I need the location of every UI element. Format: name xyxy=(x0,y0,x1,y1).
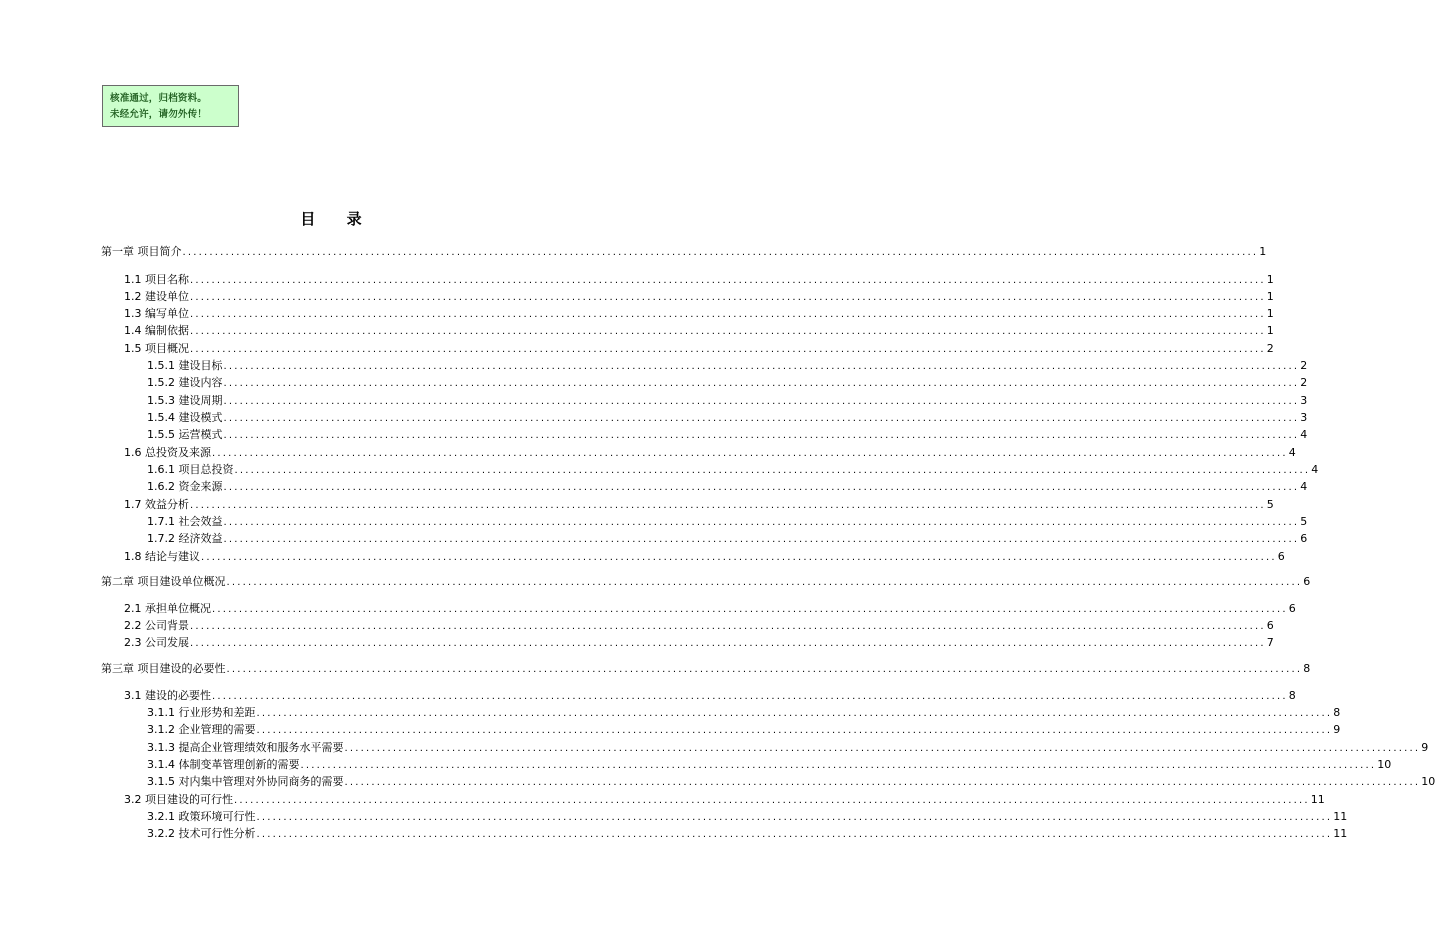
toc-entry-page: 5 xyxy=(1266,498,1274,511)
toc-entry[interactable] xyxy=(101,574,1311,590)
toc-entry-label: 3.1.4 体制变革管理创新的需要 xyxy=(147,758,300,771)
toc-leader-dots: ........................................................................................................................................................................................................ xyxy=(344,743,1421,754)
toc-leader-dots: ........................................................................................................................................................................................................ xyxy=(223,517,1300,528)
toc-entry-label: 1.5.2 建设内容 xyxy=(147,376,223,389)
toc-entry[interactable] xyxy=(147,410,1308,426)
toc-leader-dots: ........................................................................................................................................................................................................ xyxy=(182,247,1259,258)
toc-entry[interactable] xyxy=(147,722,1341,738)
toc-entry-label: 3.1.3 提高企业管理绩效和服务水平需要 xyxy=(147,741,344,754)
toc-entry-page: 8 xyxy=(1303,662,1311,675)
toc-entry[interactable] xyxy=(147,809,1348,825)
toc-entry[interactable] xyxy=(124,601,1296,617)
toc-entry-label: 1.1 项目名称 xyxy=(124,273,189,286)
toc-entry-label: 1.6 总投资及来源 xyxy=(124,446,211,459)
toc-entry-label: 1.7.2 经济效益 xyxy=(147,532,223,545)
toc-entry-page: 1 xyxy=(1266,307,1274,320)
toc-entry-page: 1 xyxy=(1266,273,1274,286)
toc-entry[interactable] xyxy=(124,792,1325,808)
toc-leader-dots: ........................................................................................................................................................................................................ xyxy=(190,500,1266,511)
toc-leader-dots: ........................................................................................................................................................................................................ xyxy=(256,708,1333,719)
toc-entry-label: 3.2.2 技术可行性分析 xyxy=(147,827,256,840)
toc-entry[interactable] xyxy=(124,549,1285,565)
toc-entry[interactable] xyxy=(101,661,1311,677)
toc-leader-dots: ........................................................................................................................................................................................................ xyxy=(234,465,1311,476)
stamp-line-1: 核准通过，归档资料。 xyxy=(110,93,208,104)
toc-entry[interactable] xyxy=(147,479,1308,495)
toc-entry-label: 3.1 建设的必要性 xyxy=(124,689,211,702)
toc-leader-dots: ........................................................................................................................................................................................................ xyxy=(223,534,1300,545)
toc-leader-dots: ........................................................................................................................................................................................................ xyxy=(300,760,1377,771)
toc-entry-label: 1.4 编制依据 xyxy=(124,324,189,337)
toc-entry-page: 2 xyxy=(1300,359,1308,372)
toc-entry-page: 4 xyxy=(1311,463,1319,476)
toc-leader-dots: ........................................................................................................................................................................................................ xyxy=(226,664,1303,675)
toc-entry-page: 3 xyxy=(1300,394,1308,407)
toc-entry-page: 9 xyxy=(1421,741,1429,754)
toc-entry-label: 1.8 结论与建议 xyxy=(124,550,200,563)
toc-leader-dots: ........................................................................................................................................................................................................ xyxy=(212,604,1288,615)
toc-entry-label: 1.7.1 社会效益 xyxy=(147,515,223,528)
toc-entry[interactable] xyxy=(147,375,1308,391)
toc-entry[interactable] xyxy=(124,497,1274,513)
toc-entry-page: 6 xyxy=(1303,575,1311,588)
toc-entry-page: 6 xyxy=(1277,550,1285,563)
toc-entry-label: 3.2.1 政策环境可行性 xyxy=(147,810,256,823)
toc-entry-label: 1.5 项目概况 xyxy=(124,342,189,355)
toc-entry-page: 2 xyxy=(1300,376,1308,389)
toc-entry-label: 3.2 项目建设的可行性 xyxy=(124,793,233,806)
toc-entry-label: 3.1.1 行业形势和差距 xyxy=(147,706,256,719)
toc-entry[interactable] xyxy=(147,514,1308,530)
toc-entry-label: 1.5.3 建设周期 xyxy=(147,394,223,407)
toc-entry-label: 1.5.5 运营模式 xyxy=(147,428,223,441)
toc-entry-page: 9 xyxy=(1333,723,1341,736)
toc-entry[interactable] xyxy=(147,705,1341,721)
toc-entry-label: 2.1 承担单位概况 xyxy=(124,602,211,615)
toc-entry[interactable] xyxy=(124,306,1274,322)
toc-leader-dots: ........................................................................................................................................................................................................ xyxy=(256,725,1333,736)
toc-entry-label: 3.1.2 企业管理的需要 xyxy=(147,723,256,736)
toc-entry-page: 1 xyxy=(1266,324,1274,337)
toc-entry[interactable] xyxy=(147,774,1435,790)
toc-entry-page: 6 xyxy=(1266,619,1274,632)
toc-entry[interactable] xyxy=(101,244,1267,260)
toc-entry-page: 8 xyxy=(1288,689,1296,702)
toc-entry-page: 11 xyxy=(1333,810,1348,823)
toc-entry[interactable] xyxy=(147,740,1429,756)
toc-leader-dots: ........................................................................................................................................................................................................ xyxy=(256,829,1333,840)
toc-entry[interactable] xyxy=(147,531,1308,547)
toc-entry[interactable] xyxy=(124,323,1274,339)
toc-entry[interactable] xyxy=(124,272,1274,288)
toc-entry[interactable] xyxy=(124,445,1296,461)
toc-entry[interactable] xyxy=(147,393,1308,409)
toc-entry-label: 第三章 项目建设的必要性 xyxy=(101,662,226,675)
toc-leader-dots: ........................................................................................................................................................................................................ xyxy=(190,292,1266,303)
toc-entry-page: 6 xyxy=(1288,602,1296,615)
toc-entry-page: 11 xyxy=(1310,793,1325,806)
toc-entry-label: 1.5.4 建设模式 xyxy=(147,411,223,424)
toc-entry-page: 1 xyxy=(1266,290,1274,303)
toc-entry-label: 3.1.5 对内集中管理对外协同商务的需要 xyxy=(147,775,344,788)
toc-entry-page: 10 xyxy=(1421,775,1435,788)
toc-entry-page: 4 xyxy=(1300,480,1308,493)
toc-entry[interactable] xyxy=(147,427,1308,443)
toc-leader-dots: ........................................................................................................................................................................................................ xyxy=(190,326,1266,337)
toc-title: 目 录 xyxy=(300,210,375,228)
toc-entry-label: 第一章 项目简介 xyxy=(101,245,182,258)
toc-entry[interactable] xyxy=(124,635,1274,651)
toc-entry[interactable] xyxy=(147,462,1319,478)
toc-entry-page: 2 xyxy=(1266,342,1274,355)
toc-entry-page: 10 xyxy=(1377,758,1392,771)
toc-entry-page: 1 xyxy=(1259,245,1267,258)
toc-entry-label: 1.6.1 项目总投资 xyxy=(147,463,234,476)
toc-entry-label: 1.5.1 建设目标 xyxy=(147,359,223,372)
toc-leader-dots: ........................................................................................................................................................................................................ xyxy=(190,309,1266,320)
toc-leader-dots: ........................................................................................................................................................................................................ xyxy=(223,413,1300,424)
toc-leader-dots: ........................................................................................................................................................................................................ xyxy=(234,795,1310,806)
stamp-line-2: 未经允许，请勿外传！ xyxy=(110,109,208,120)
toc-leader-dots: ........................................................................................................................................................................................................ xyxy=(223,378,1300,389)
toc-entry-page: 6 xyxy=(1300,532,1308,545)
toc-entry-page: 5 xyxy=(1300,515,1308,528)
toc-leader-dots: ........................................................................................................................................................................................................ xyxy=(223,430,1300,441)
toc-entry[interactable] xyxy=(124,341,1274,357)
toc-leader-dots: ........................................................................................................................................................................................................ xyxy=(223,396,1300,407)
toc-leader-dots: ........................................................................................................................................................................................................ xyxy=(223,482,1300,493)
toc-leader-dots: ........................................................................................................................................................................................................ xyxy=(190,638,1266,649)
toc-entry[interactable] xyxy=(124,289,1274,305)
toc-entry-page: 4 xyxy=(1300,428,1308,441)
toc-leader-dots: ........................................................................................................................................................................................................ xyxy=(190,275,1266,286)
toc-entry-page: 4 xyxy=(1288,446,1296,459)
toc-entry-label: 2.3 公司发展 xyxy=(124,636,189,649)
toc-entry-page: 11 xyxy=(1333,827,1348,840)
toc-leader-dots: ........................................................................................................................................................................................................ xyxy=(256,812,1333,823)
toc-entry-page: 8 xyxy=(1333,706,1341,719)
toc-entry-page: 7 xyxy=(1266,636,1274,649)
toc-entry-label: 1.2 建设单位 xyxy=(124,290,189,303)
toc-entry-page: 3 xyxy=(1300,411,1308,424)
toc-entry-label: 1.7 效益分析 xyxy=(124,498,189,511)
toc-leader-dots: ........................................................................................................................................................................................................ xyxy=(226,577,1303,588)
toc-entry-label: 1.3 编写单位 xyxy=(124,307,189,320)
toc-leader-dots: ........................................................................................................................................................................................................ xyxy=(201,552,1277,563)
toc-entry[interactable] xyxy=(124,688,1296,704)
toc-leader-dots: ........................................................................................................................................................................................................ xyxy=(223,361,1300,372)
toc-leader-dots: ........................................................................................................................................................................................................ xyxy=(212,448,1288,459)
toc-entry-label: 1.6.2 资金来源 xyxy=(147,480,223,493)
toc-leader-dots: ........................................................................................................................................................................................................ xyxy=(190,621,1266,632)
toc-leader-dots: ........................................................................................................................................................................................................ xyxy=(344,777,1421,788)
toc-entry-label: 2.2 公司背景 xyxy=(124,619,189,632)
toc-entry[interactable] xyxy=(147,757,1392,773)
toc-entry[interactable] xyxy=(124,618,1274,634)
toc-entry[interactable] xyxy=(147,826,1348,842)
toc-leader-dots: ........................................................................................................................................................................................................ xyxy=(190,344,1266,355)
toc-entry[interactable] xyxy=(147,358,1308,374)
toc-entry-label: 第二章 项目建设单位概况 xyxy=(101,575,226,588)
toc-leader-dots: ........................................................................................................................................................................................................ xyxy=(212,691,1288,702)
